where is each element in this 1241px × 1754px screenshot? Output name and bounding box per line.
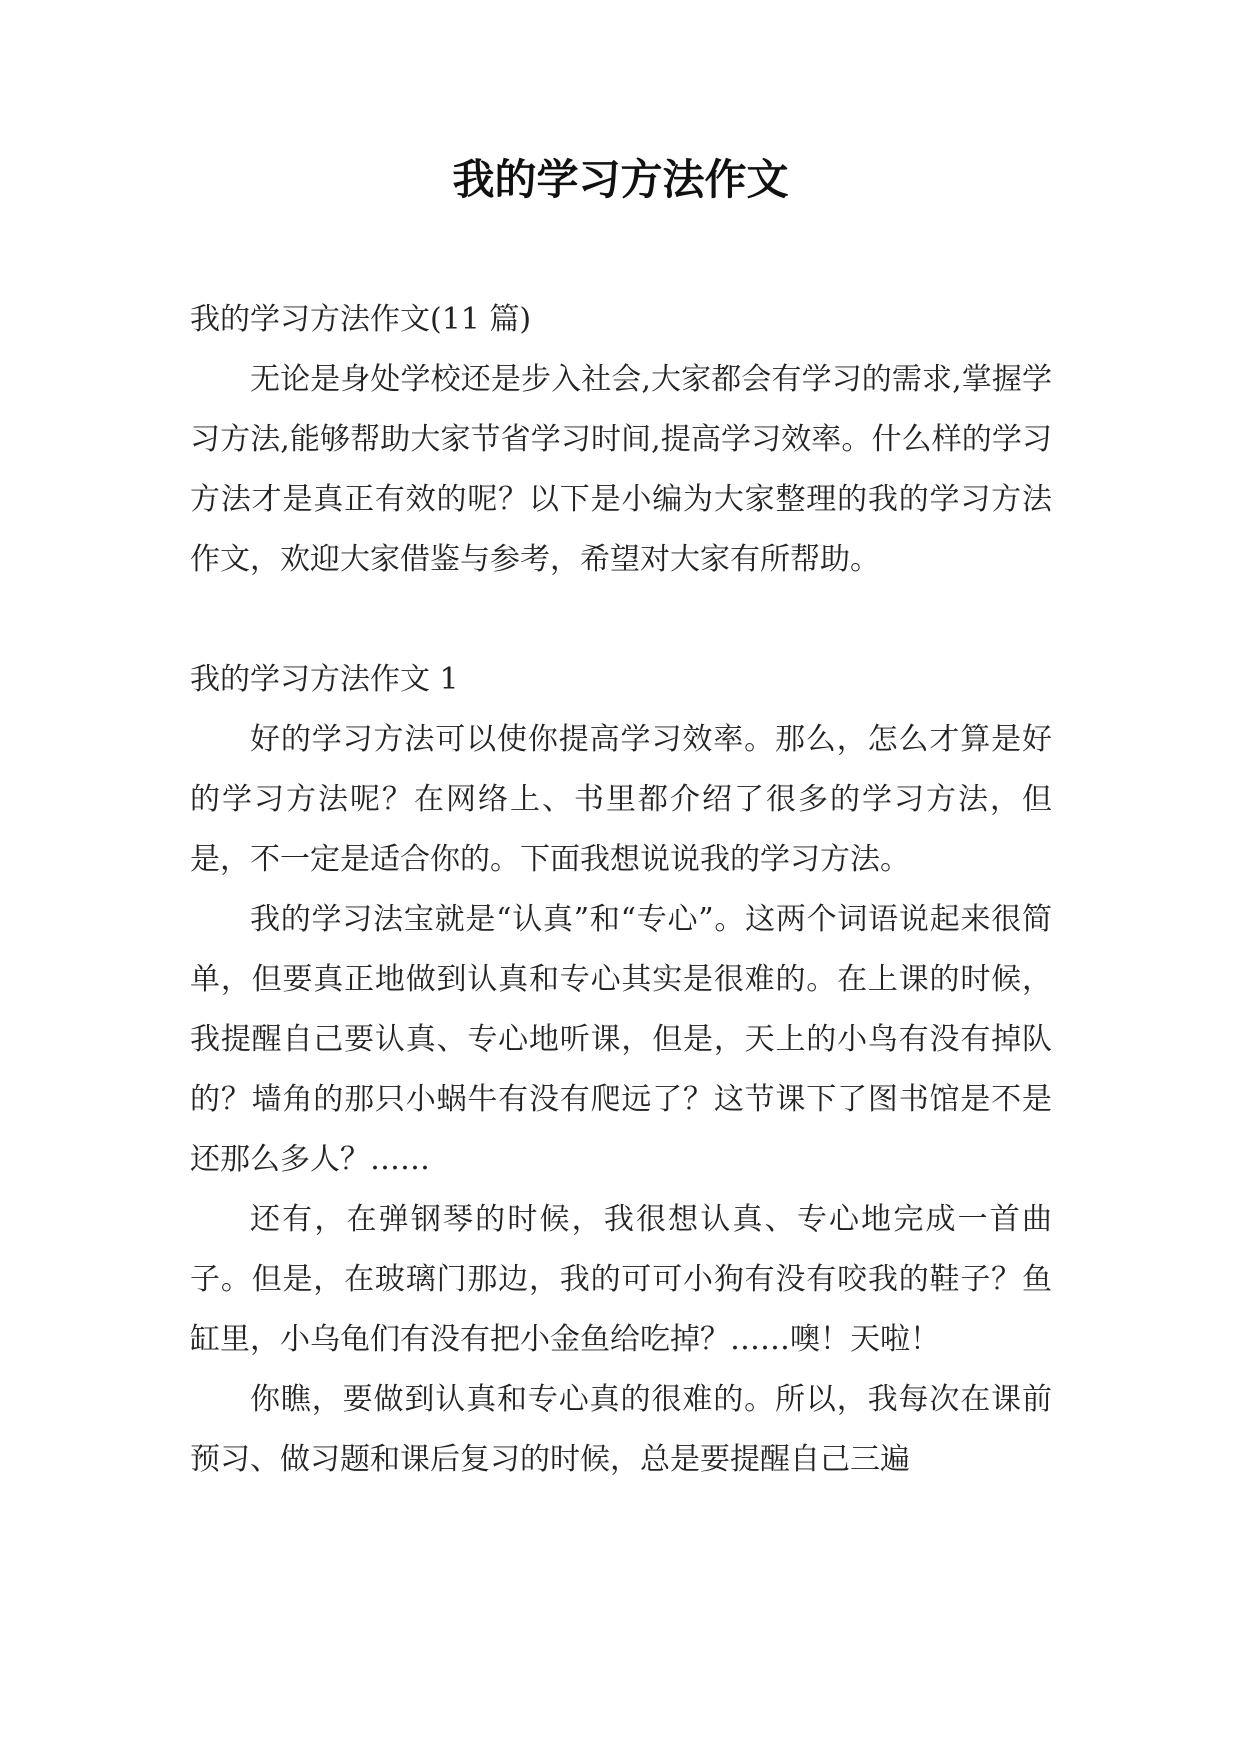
intro-paragraph: 无论是身处学校还是步入社会,大家都会有学习的需求,掌握学习方法,能够帮助大家节省学习时间,提高学习效率。什么样的学习方法才是真正有效的呢？以下是小编为大家整理的我的学习方法作文，欢迎大家借鉴与参考，希望对大家有所帮助。 — [190, 362, 1052, 577]
body-paragraph: 好的学习方法可以使你提高学习效率。那么，怎么才算是好的学习方法呢？在网络上、书里都介绍了很多的学习方法，但是，不一定是适合你的。下面我想说说我的学习方法。 — [190, 722, 1052, 877]
body-paragraph: 还有，在弹钢琴的时候，我很想认真、专心地完成一首曲子。但是，在玻璃门那边，我的可可小狗有没有咬我的鞋子？鱼缸里，小乌龟们有没有把小金鱼给吃掉？……噢！天啦！ — [190, 1202, 1052, 1357]
document-subtitle: 我的学习方法作文(11 篇) — [190, 302, 532, 337]
section-heading: 我的学习方法作文 1 — [190, 662, 459, 697]
document-title: 我的学习方法作文 — [452, 155, 789, 204]
body-paragraph: 我的学习法宝就是“认真”和“专心”。这两个词语说起来很简单，但要真正地做到认真和专心其实是很难的。在上课的时候，我提醒自己要认真、专心地听课，但是，天上的小鸟有没有掉队的？墙角的那只小蜗牛有没有爬远了？这节课下了图书馆是不是还那么多人？…… — [190, 902, 1052, 1177]
section-spacer — [190, 590, 1052, 650]
document-body — [190, 290, 1052, 1490]
body-paragraph: 你瞧，要做到认真和专心真的很难的。所以，我每次在课前预习、做习题和课后复习的时候，总是要提醒自己三遍 — [190, 1382, 1052, 1477]
